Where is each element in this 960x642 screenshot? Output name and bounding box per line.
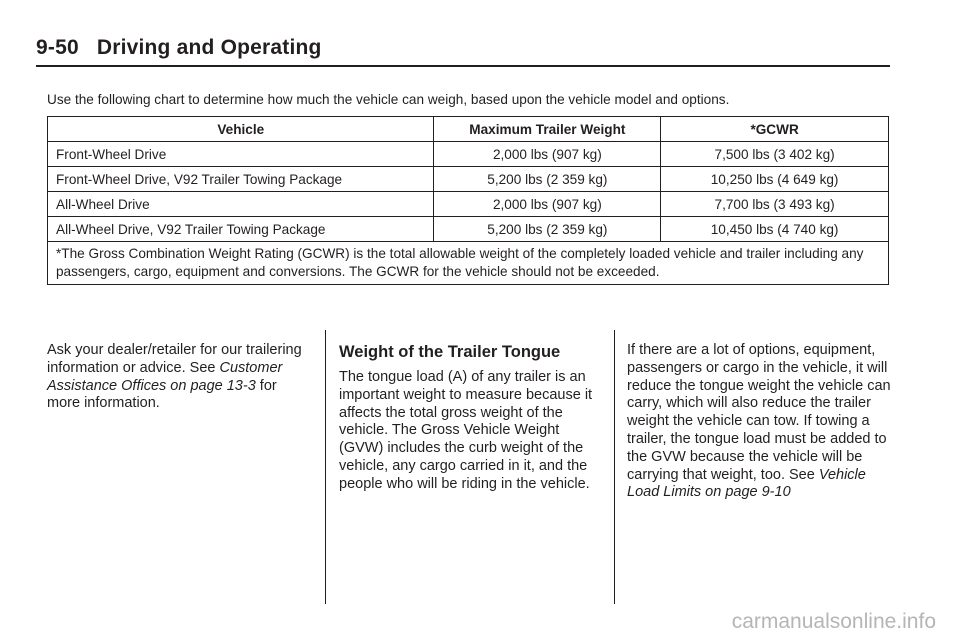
gcwr-cell: 7,500 lbs (3 402 kg) — [661, 142, 889, 167]
section-heading: Weight of the Trailer Tongue — [339, 343, 561, 361]
gcwr-footnote: *The Gross Combination Weight Rating (GCWR) is the total allowable weight of the completely loaded vehicle and trailer including any passengers, cargo, equipment and conversions. The GCWR for the vehicle should not be exceeded. — [48, 242, 889, 285]
trailer-weight-cell: 2,000 lbs (907 kg) — [434, 192, 661, 217]
vehicle-cell: Front-Wheel Drive — [48, 142, 434, 167]
page-title: Driving and Operating — [96, 36, 322, 59]
vehicle-cell: All-Wheel Drive, V92 Trailer Towing Package — [48, 217, 434, 242]
gcwr-cell: 7,700 lbs (3 493 kg) — [661, 192, 889, 217]
page-header — [36, 36, 890, 60]
tongue-weight-paragraph: The tongue load (A) of any trailer is an important weight to measure because it affects the total gross weight of the vehicle. The Gross Vehicle Weight (GVW) includes the curb weight of the vehicle, any cargo carried in it, and the people who will be riding in the vehicle. — [339, 369, 593, 492]
vehicle-load-limits-link[interactable]: Vehicle Load Limits on page 9-10 — [627, 466, 866, 501]
column-left — [47, 342, 309, 413]
table-row — [48, 167, 889, 192]
table-footnote-row — [48, 242, 889, 285]
gcwr-cell: 10,450 lbs (4 740 kg) — [661, 217, 889, 242]
gcwr-cell: 10,250 lbs (4 649 kg) — [661, 167, 889, 192]
column-divider — [325, 330, 326, 604]
table-header-max-trailer-weight: Maximum Trailer Weight — [434, 117, 661, 142]
table-header-vehicle: Vehicle — [48, 117, 434, 142]
column-middle — [339, 342, 601, 494]
table-row — [48, 142, 889, 167]
vehicle-cell: Front-Wheel Drive, V92 Trailer Towing Package — [48, 167, 434, 192]
watermark: carmanualsonline.info — [731, 610, 936, 633]
header-rule — [36, 65, 890, 67]
trailer-weight-cell: 2,000 lbs (907 kg) — [434, 142, 661, 167]
customer-assistance-link[interactable]: Customer Assistance Offices on page 13-3 — [47, 359, 283, 394]
more-info-text: for more information. — [47, 377, 277, 412]
column-right — [627, 342, 897, 502]
trailer-weight-cell: 5,200 lbs (2 359 kg) — [434, 217, 661, 242]
table-row — [48, 217, 889, 242]
table-row — [48, 192, 889, 217]
dealer-advice-text: Ask your dealer/retailer for our trailering information or advice. See — [47, 342, 302, 376]
vehicle-cell: All-Wheel Drive — [48, 192, 434, 217]
weight-chart-table — [47, 116, 889, 285]
tongue-load-paragraph: If there are a lot of options, equipment, passengers or cargo in the vehicle, it will reduce the tongue weight the vehicle can carry, which will also reduce the trailer weight the vehicle can tow. If towing a trailer, the tongue load must be added to the GVW because the vehicle will be carrying that weight, too. See — [627, 342, 891, 483]
intro-text: Use the following chart to determine how much the vehicle can weigh, based upon the vehicle model and options. — [47, 92, 730, 107]
table-header-row — [48, 117, 889, 142]
trailer-weight-cell: 5,200 lbs (2 359 kg) — [434, 167, 661, 192]
page-number: 9-50 — [36, 36, 79, 59]
table-header-gcwr: *GCWR — [661, 117, 889, 142]
column-divider — [614, 330, 615, 604]
